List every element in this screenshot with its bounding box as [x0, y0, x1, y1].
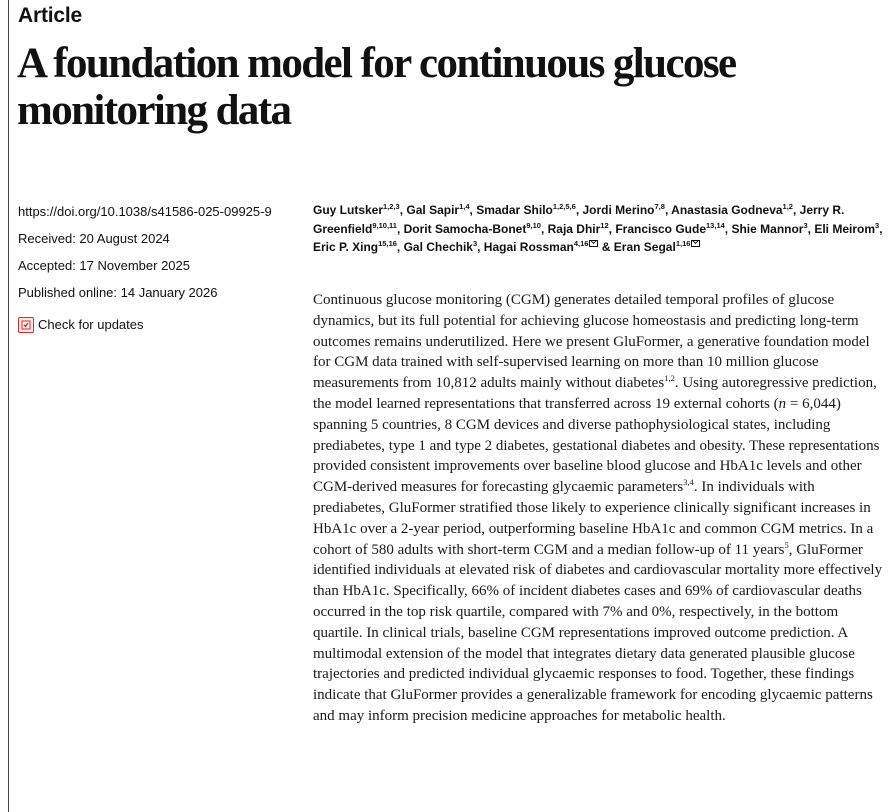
email-icon[interactable]: [589, 240, 598, 247]
author-name: Eran Segal: [613, 240, 676, 254]
author[interactable]: [406, 203, 469, 217]
author-name: Hagai Rossman: [483, 240, 574, 254]
affiliation-superscript: 12: [600, 220, 609, 230]
author[interactable]: [582, 203, 664, 217]
check-for-updates-icon: [18, 317, 34, 333]
received-date: Received: 20 August 2024: [18, 231, 170, 246]
affiliation-superscript: 9,10: [526, 220, 541, 230]
author[interactable]: [404, 240, 478, 254]
author-name: Raja Dhir: [547, 221, 601, 236]
affiliation-superscript: 3: [472, 239, 478, 248]
author-name: Shie Mannor: [731, 221, 804, 236]
author[interactable]: [814, 222, 879, 236]
author[interactable]: [615, 222, 724, 236]
published-date: Published online: 14 January 2026: [18, 285, 218, 300]
author-separator: ,: [477, 240, 484, 254]
author-separator: ,: [608, 221, 616, 236]
author-name: Eric P. Xing: [313, 240, 379, 254]
email-icon[interactable]: [691, 240, 700, 247]
abstract-text: Continuous glucose monitoring (CGM) generates detailed temporal profiles of glucose dynamics, but its full potential for achieving glucose homeostasis and predicting long-term outcomes remains underutilized. Here we present GluFormer, a generative foundation model for CGM data trained with self-supervised learning on more than 10 million glucose measurements from 10,812 adults mainly without diabetes: [313, 292, 870, 392]
author-separator: ,: [664, 203, 672, 217]
author-separator: ,: [540, 221, 548, 236]
affiliation-superscript: 9,10,11: [372, 220, 397, 230]
author[interactable]: [404, 222, 541, 236]
author-name: Guy Lutsker: [313, 203, 384, 217]
author[interactable]: [313, 203, 400, 217]
author-name: Eli Meirom: [814, 221, 876, 236]
left-margin-rule: [8, 0, 9, 812]
author-separator: ,: [399, 203, 407, 217]
author-name: Francisco Gude: [615, 221, 707, 236]
author-separator: ,: [575, 203, 583, 217]
author-name: Gal Chechik: [403, 240, 473, 254]
doi-row: [18, 203, 303, 230]
abstract-text: = 6,044) spanning 5 countries, 8 CGM devices and diverse pathophysiological states, including prediabetes, type 1 and type 2 diabetes, gestational diabetes and obesity. These representations provided consistent improvements over baseline blood glucose and HbA1c levels and other CGM-derived measures for forecasting glycaemic parameters: [313, 395, 880, 496]
author-name: Jerry R. Greenfield: [313, 203, 845, 236]
affiliation-superscript: 3: [875, 220, 880, 230]
author[interactable]: [548, 222, 609, 236]
author-separator: ,: [807, 221, 815, 236]
article-metadata: [18, 203, 303, 338]
author-name: Smadar Shilo: [476, 203, 553, 217]
affiliation-superscript: 7,8: [654, 202, 665, 211]
affiliation-superscript: 1,2,5,6: [552, 202, 576, 211]
n-symbol: n: [778, 395, 787, 412]
author-separator: ,: [469, 203, 477, 217]
author-name: Gal Sapir: [406, 203, 460, 217]
affiliation-superscript: 4,16: [573, 239, 589, 248]
accepted-date: Accepted: 17 November 2025: [18, 258, 190, 273]
author-separator: ,: [879, 221, 883, 236]
affiliation-superscript: 1,16: [675, 239, 691, 248]
affiliation-superscript: 1,2,3: [383, 202, 400, 211]
abstract-text: . In individuals with prediabetes, GluFormer stratified those likely to experience clinically significant increases in HbA1c over a 2-year period, outperforming baseline HbA1c and common CGM metrics. In a cohort of 580 adults with short-term CGM and a median follow-up of 11 years: [313, 479, 874, 558]
author[interactable]: [614, 240, 701, 254]
section-label: Article: [18, 4, 82, 27]
abstract: [313, 290, 885, 727]
author-name: Jordi Merino: [582, 203, 655, 217]
check-for-updates-button[interactable]: [18, 311, 303, 338]
affiliation-superscript: 1,4: [459, 202, 470, 211]
doi-link[interactable]: https://doi.org/10.1038/s41586-025-09925-9: [18, 204, 272, 219]
author-separator: ,: [724, 221, 732, 236]
reference-superscript[interactable]: 3,4: [683, 477, 694, 488]
check-for-updates-label: Check for updates: [38, 317, 144, 332]
author-separator: &: [598, 240, 614, 254]
author-separator: ,: [396, 240, 404, 254]
author[interactable]: [671, 203, 793, 217]
author-name: Anastasia Godneva: [671, 203, 783, 217]
abstract-text: , GluFormer identified individuals at elevated risk of diabetes and cardiovascular mortality more effectively than HbA1c. Specifically, 66% of incident diabetes cases and 69% of cardiovascular deaths occurred in the top risk quartile, compared with 7% and 0%, respectively, in the bottom quartile. In clinical trials, baseline CGM representations improved outcome prediction. A multimodal extension of the model that integrates dietary data generated plausible glucose trajectories and predicted individual glycaemic responses to food. Together, these findings indicate that GluFormer provides a generalizable framework for encoding glycaemic patterns and may inform precision medicine approaches for metabolic health.: [313, 541, 883, 724]
author[interactable]: [313, 240, 397, 254]
author-separator: ,: [792, 203, 800, 217]
author[interactable]: [476, 203, 576, 217]
affiliation-superscript: 15,16: [378, 239, 397, 248]
author[interactable]: [484, 240, 599, 254]
article-title: A foundation model for continuous glucose monitoring data: [17, 40, 736, 134]
author-separator: ,: [396, 221, 404, 236]
affiliation-superscript: 3: [803, 220, 808, 230]
affiliation-superscript: 1,2: [782, 202, 793, 211]
affiliation-superscript: 13,14: [706, 220, 725, 230]
reference-superscript[interactable]: 5: [784, 539, 789, 550]
author-name: Dorit Samocha-Bonet: [403, 221, 527, 236]
author-list: [313, 201, 885, 257]
reference-superscript[interactable]: 1,2: [664, 373, 675, 384]
abstract-text: . Using autoregressive prediction, the model learned representations that transferred across 19 external cohorts (: [313, 375, 877, 412]
author[interactable]: [731, 222, 807, 236]
